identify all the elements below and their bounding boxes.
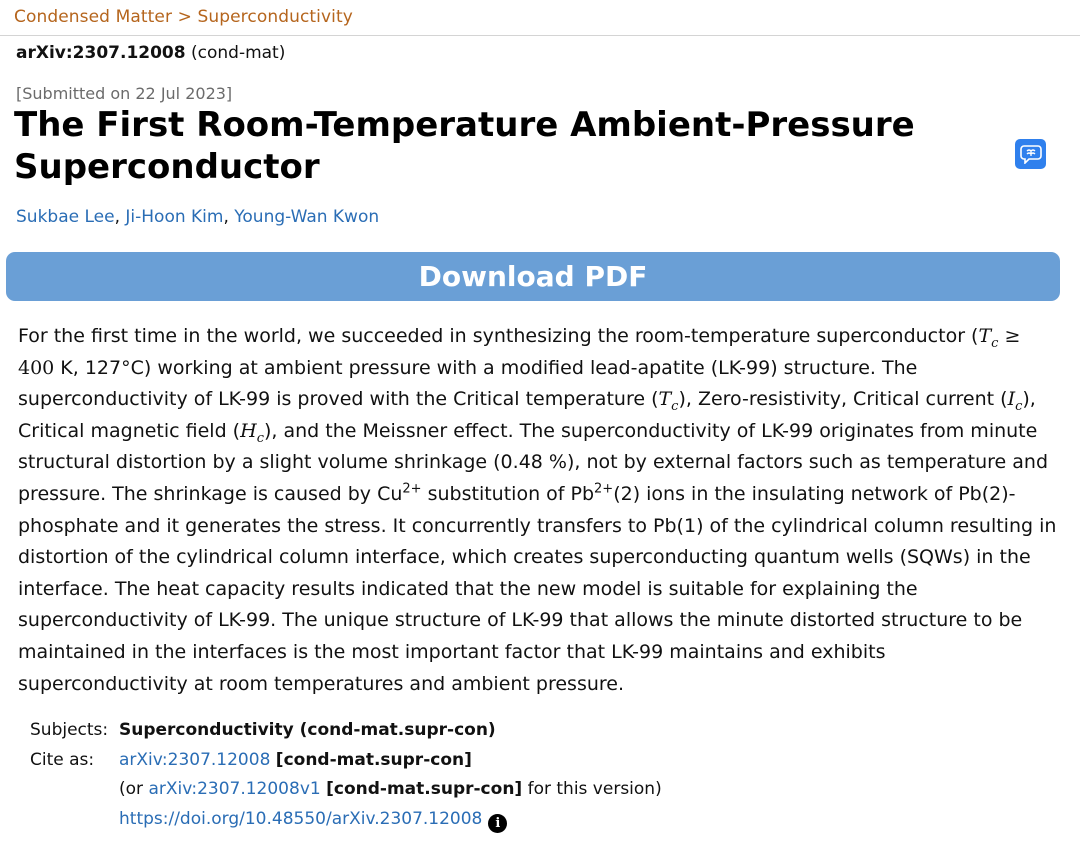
paper-title: The First Room-Temperature Ambient-Pressure Superconductor: [14, 105, 915, 187]
author-list: [16, 207, 379, 227]
submission-date: [Submitted on 22 Jul 2023]: [16, 84, 233, 103]
cite-category: [cond-mat.supr-con]: [275, 749, 472, 770]
abstract-text: ), and the Meissner effect. The superconductivity of LK-99 originates from minute structural distortion by a slight volume shrinkage (0.48 %), not by external factors such as temperature and pressure. The shrinkage is caused by Cu: [18, 419, 1049, 505]
abstract: [18, 321, 1058, 700]
arxiv-id-label: arXiv:2307.12008: [16, 43, 186, 63]
arxiv-category: (cond-mat): [191, 43, 286, 63]
doi-value: [119, 805, 507, 835]
math-tc: [658, 388, 679, 414]
brain-chat-glyph: [1020, 144, 1042, 164]
version-category: [cond-mat.supr-con]: [326, 779, 523, 799]
math-symbol: T: [978, 325, 992, 347]
abstract-text: substitution of Pb: [421, 482, 595, 505]
version-prefix: (or: [119, 779, 144, 799]
author-separator: ,: [114, 207, 120, 227]
math-subscript: c: [671, 398, 679, 414]
math-symbol: I: [1007, 388, 1016, 411]
abstract-text: ), Zero-resistivity, Critical current (: [678, 388, 1008, 411]
paper-metadata: [30, 716, 662, 834]
version-value: [119, 775, 662, 805]
version-arxiv-link[interactable]: arXiv:2307.12008v1: [148, 779, 321, 799]
author-link[interactable]: Sukbae Lee: [16, 207, 115, 227]
arxiv-identifier: [16, 43, 285, 63]
brain-chat-icon[interactable]: [1015, 139, 1046, 169]
doi-row: [30, 805, 662, 835]
math-subscript: c: [256, 430, 264, 446]
version-suffix: for this version): [527, 779, 662, 799]
version-row: [30, 775, 662, 805]
pb-superscript: 2+: [594, 481, 614, 497]
subjects-row: [30, 716, 662, 746]
math-symbol: H: [240, 419, 257, 442]
spacer: [30, 805, 119, 835]
abstract-text: K, 127°C) working at ambient pressure with a modified lead-apatite (LK-99) structure. The superconductivity of LK-99 is proved with the Critical temperature (: [18, 356, 918, 411]
author-link[interactable]: Young-Wan Kwon: [234, 207, 380, 227]
doi-link[interactable]: https://doi.org/10.48550/arXiv.2307.12008: [119, 808, 483, 829]
author-separator: ,: [223, 207, 229, 227]
breadcrumb-category-link[interactable]: Condensed Matter: [14, 7, 173, 27]
math-symbol: T: [658, 388, 672, 411]
abstract-text: For the first time in the world, we succeeded in synthesizing the room-temperature superconductor (: [18, 325, 979, 347]
breadcrumb-separator: >: [177, 7, 192, 27]
math-subscript: c: [991, 335, 999, 351]
header-divider: [0, 35, 1080, 36]
abstract-text: ), Critical magnetic field (: [18, 388, 1036, 442]
info-icon[interactable]: i: [488, 814, 507, 833]
cite-label: Cite as:: [30, 749, 95, 770]
spacer: [30, 775, 119, 805]
breadcrumb: [14, 7, 353, 27]
subjects-value: Superconductivity (cond-mat.supr-con): [119, 720, 496, 740]
math-inequality: ≥ 400: [18, 325, 1021, 379]
cite-arxiv-link[interactable]: arXiv:2307.12008: [119, 749, 271, 770]
breadcrumb-subcategory-link[interactable]: Superconductivity: [197, 7, 353, 27]
author-link[interactable]: Ji-Hoon Kim: [125, 207, 224, 227]
cite-value: [119, 746, 472, 776]
cite-row: [30, 746, 662, 776]
math-ic: [1007, 388, 1023, 414]
download-pdf-button[interactable]: Download PDF: [6, 252, 1060, 301]
cu-superscript: 2+: [402, 481, 422, 497]
math-subscript: c: [1015, 398, 1023, 414]
math-hc: [240, 419, 264, 446]
subjects-label: Subjects:: [30, 720, 109, 740]
abstract-text: (2) ions in the insulating network of Pb(2)-phosphate and it generates the stress. It concurrently transfers to Pb(1) of the cylindrical column resulting in distortion of the cylindrical column interface, which creates superconducting quantum wells (SQWs) in the interface. The heat capacity results indicated that the new model is suitable for explaining the superconductivity of LK-99. The unique structure of LK-99 that allows the minute distorted structure to be maintained in the interfaces is the most important factor that LK-99 maintains and exhibits superconductivity at room temperatures and ambient pressure.: [18, 482, 1057, 695]
